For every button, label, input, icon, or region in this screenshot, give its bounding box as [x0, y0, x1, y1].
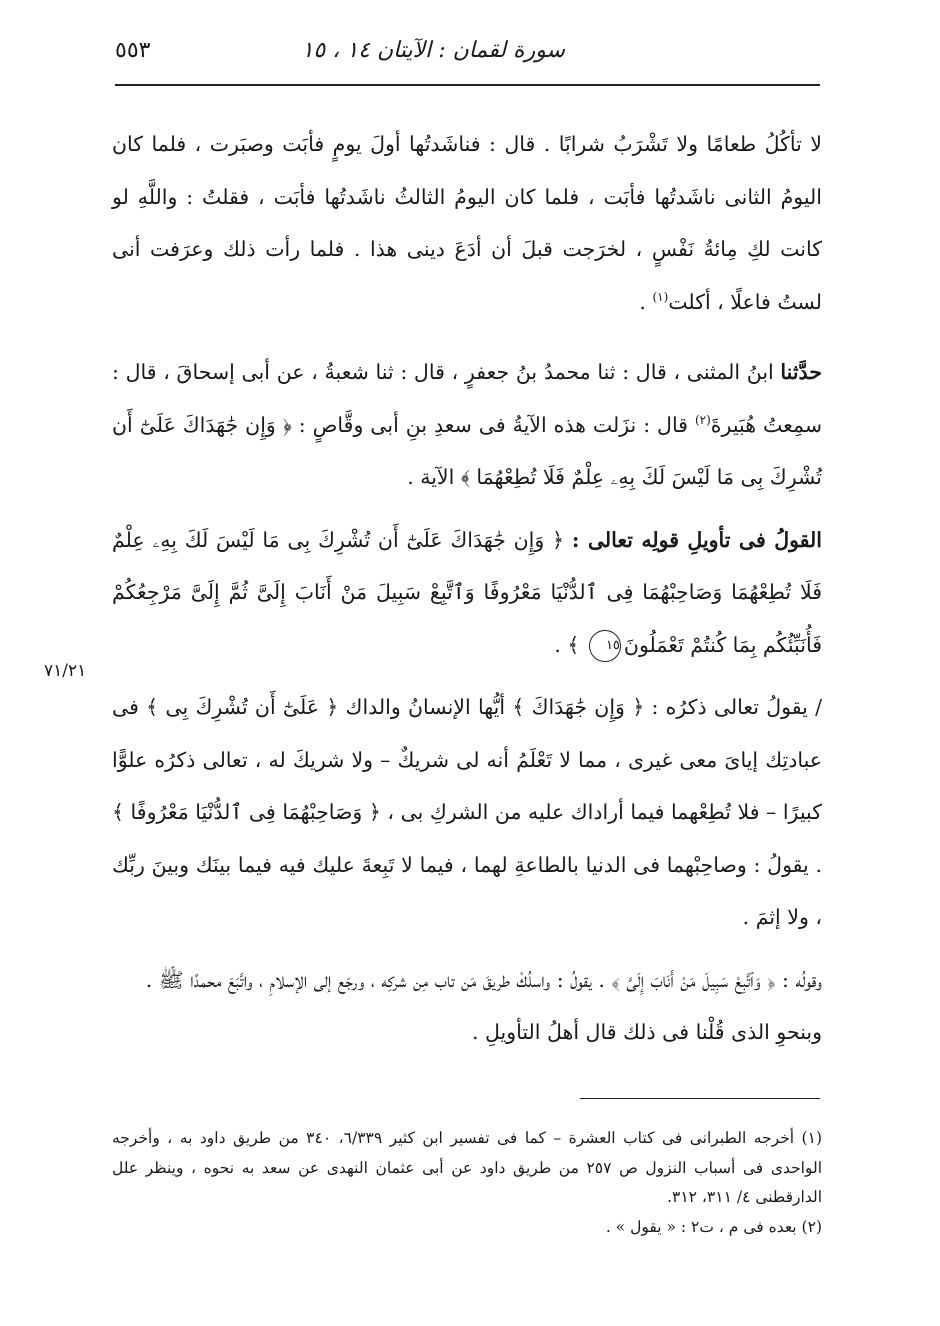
paragraph-text: / يقولُ تعالى ذكرُه : ﴿ وَإِن جَٰهَدَاكَ ﴾ أيُّها الإنسانُ والداك ﴿ عَلَىٰٓ أَن تُشْرِكَ بِى ﴾ فى عبادتِك إياىَ معى غيرى ، مما لا تَعْلَمُ أنه لى شريكٌ – ولا شريكَ له ، تعالى ذكرُه علوًّا كبيرًا – فلا تُطِعْهما فيما أراداك عليه من الشركِ بى ، ﴿ وَصَاحِبْهُمَا فِى ٱلدُّنْيَا مَعْرُوفًا ﴾ . يقولُ : وصاحِبْهما فى الدنيا بالطاعةِ لهما ، فيما لا تَبِعةَ عليك فيه فيما بينَك وبينَ ربِّك ، ولا إثمَ . — [112, 695, 822, 929]
paragraph-text: وقولُه : ﴿ وَٱتَّبِعْ سَبِيلَ مَنْ أَنَابَ إِلَىَّ ﴾ . يقولُ : واسلُكْ طريقَ مَن تاب مِن شركِه ، ورجَع إلى الإسلامِ ، واتَّبَعَ محمدًا ﷺ . — [145, 967, 822, 992]
paragraph-tail: ﴾ . — [554, 632, 586, 657]
hadith-lead: حدَّثنا — [780, 360, 822, 384]
footnote-ref: (٢) — [694, 412, 711, 427]
paragraph-tail: قال : نزَلت هذه الآيةُ فى سعدِ بنِ أبى وقَّاصٍ : ﴿ وَإِن جَٰهَدَاكَ عَلَىٰٓ أَن تُشْرِكَ بِى مَا لَيْسَ لَكَ بِهِۦ عِلْمٌ فَلَا تُطِعْهُمَا ﴾ الآية . — [112, 412, 822, 489]
page-number: ٥٥٣ — [115, 38, 151, 63]
footnote-2: (٢) بعده فى م ، ت٢ : « يقول » . — [605, 1217, 822, 1236]
footnotes — [112, 1124, 822, 1242]
section-heading: القولُ فى تأويلِ قولِه تعالى : — [571, 527, 822, 552]
paragraph-tail: . — [639, 289, 653, 314]
paragraph-1 — [112, 118, 822, 328]
footnote-ref: (١) — [652, 289, 669, 304]
margin-reference: ٧١/٢١ — [44, 661, 87, 681]
paragraph-2 — [112, 346, 822, 504]
paragraph-6 — [112, 1006, 822, 1059]
running-title: سورة لقمان : الآيتان ١٤ ، ١٥ — [301, 38, 565, 63]
paragraph-3 — [112, 514, 822, 672]
footnote-separator — [580, 1098, 820, 1099]
paragraph-4 — [112, 681, 822, 944]
paragraph-text: وبنحوِ الذى قُلْنا فى ذلك قال أهلُ التأويلِ . — [471, 1020, 822, 1044]
main-text — [112, 118, 822, 1059]
paragraph-text: لا تأكُلُ طعامًا ولا تَشْرَبُ شرابًا . قال : فناشَدتُها أولَ يومٍ فأبَت وصبَرت ، فلما كان اليومُ الثانى ناشَدتُها فأبَت ، فلما كان اليومُ الثالثُ ناشَدتُها فأبَت ، فقلتُ : واللَّهِ لو كانت لكِ مِائةُ نَفْسٍ ، لخرَجت قبلَ أن أدَعَ دينى هذا . فلما رأت ذلك وعرَفت أنى لستُ فاعلًا ، أكلت — [112, 132, 822, 314]
paragraph-5 — [112, 954, 822, 1007]
ayah-number-mark: ١٥ — [589, 630, 621, 662]
page-header — [115, 38, 820, 78]
paragraph-text: ابنُ المثنى ، قال : ثنا محمدُ بنُ جعفرٍ ، قال : ثنا شعبةُ ، عن أبى إسحاقَ ، قال : سمِعتُ هُبَيرةَ — [112, 360, 822, 437]
quran-verse: ﴿ وَإِن جَٰهَدَاكَ عَلَىٰٓ أَن تُشْرِكَ بِى مَا لَيْسَ لَكَ بِهِۦ عِلْمٌ فَلَا تُطِعْهُمَا وَصَاحِبْهُمَا فِى ٱلدُّنْيَا مَعْرُوفًا وَٱتَّبِعْ سَبِيلَ مَنْ أَنَابَ إِلَىَّ ثُمَّ إِلَىَّ مَرْجِعُكُمْ فَأُنَبِّئُكُم بِمَا كُنتُمْ تَعْمَلُونَ — [112, 527, 822, 657]
footnote-1: (١) أخرجه الطبرانى فى كتاب العشرة – كما فى تفسير ابن كثير ٦/٣٣٩، ٣٤٠ من طريق داود به ، وأخرجه الواحدى فى أسباب النزول ص ٢٥٧ من طريق داود عن أبى عثمان النهدى عن سعد به نحوه ، وينظر علل الدارقطنى ٤/ ٣١١، ٣١٢. — [112, 1129, 823, 1206]
header-rule — [115, 84, 820, 86]
